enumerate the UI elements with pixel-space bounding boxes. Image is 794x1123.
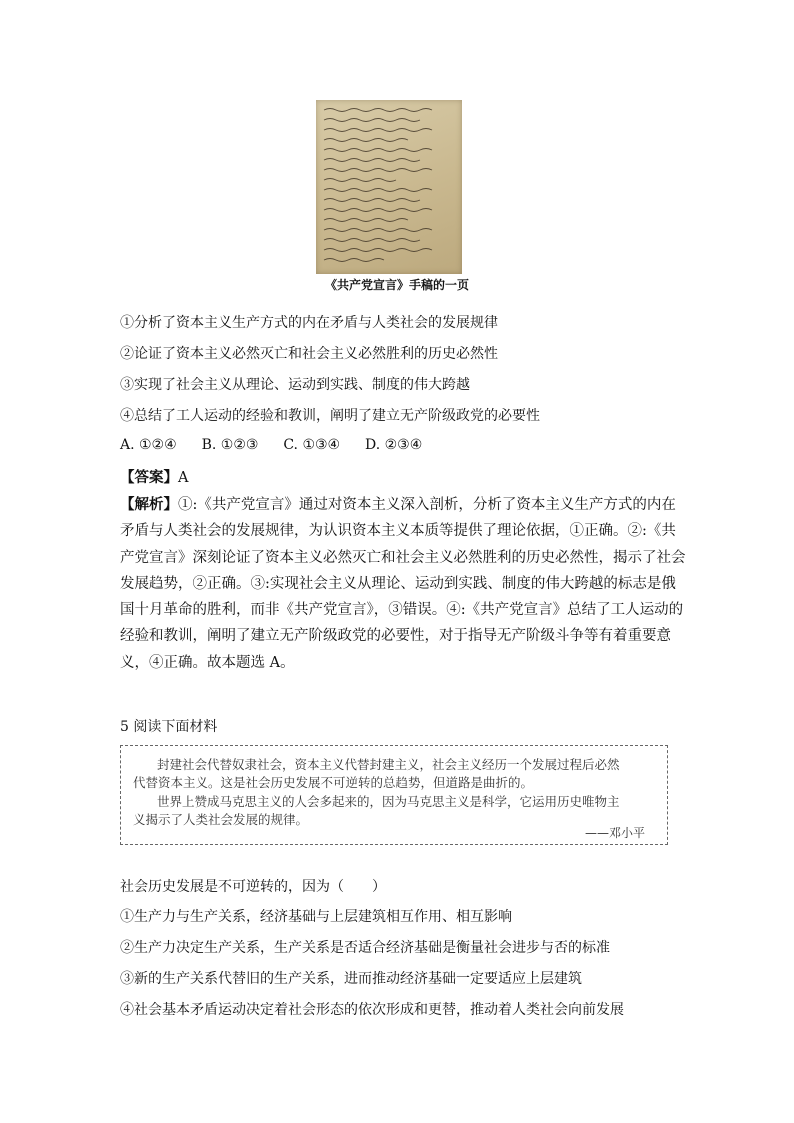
q4-option-1: ①分析了资本主义生产方式的内在矛盾与人类社会的发展规律	[120, 315, 498, 331]
q5-option-2: ②生产力决定生产关系，生产关系是否适合经济基础是衡量社会进步与否的标准	[120, 940, 610, 956]
q5-number: 5	[120, 719, 129, 735]
answer-label: 【答案】	[120, 469, 178, 486]
q4-option-4: ④总结了工人运动的经验和教训，阐明了建立无产阶级政党的必要性	[120, 408, 540, 424]
q5-option-3: ③新的生产关系代替旧的生产关系，进而推动经济基础一定要适应上层建筑	[120, 971, 582, 987]
manuscript-handwriting-drawing	[316, 100, 462, 274]
quote-line-4: 义揭示了人类社会发展的规律。	[133, 812, 309, 827]
q5-heading	[120, 716, 217, 736]
answer-value: A	[178, 470, 189, 486]
quote-line-3: 世界上赞成马克思主义的人会多起来的，因为马克思主义是科学，它运用历史唯物主	[157, 794, 620, 809]
figure-caption: 《共产党宣言》手稿的一页	[324, 278, 469, 292]
q4-option-2: ②论证了资本主义必然灭亡和社会主义必然胜利的历史必然性	[120, 346, 498, 362]
answer-line	[120, 466, 188, 487]
analysis-text: ①:《共产党宣言》通过对资本主义深入剖析，分析了资本主义生产方式的内在矛盾与人类社会的发展规律，为认识资本主义本质等提供了理论依据，①正确。②:《共产党宣言》深刻论证了资本主义必然灭亡和社会主义必然胜利的历史必然性，揭示了社会发展趋势，②正确。③:实现社会主义从理论、运动到实践、制度的伟大跨越的标志是俄国十月革命的胜利，而非《共产党宣言》，③错误。④:《共产党宣言》总结了工人运动的经验和教训，阐明了建立无产阶级政党的必要性，对于指导无产阶级斗争等有着重要意义，④正确。故本题选 A。	[120, 497, 686, 671]
q5-option-4: ④社会基本矛盾运动决定着社会形态的依次形成和更替，推动着人类社会向前发展	[120, 1002, 624, 1018]
choice-a: A. ①②④	[120, 437, 177, 453]
analysis-paragraph	[120, 492, 686, 676]
q4-choices	[120, 437, 422, 453]
q4-option-3: ③实现了社会主义从理论、运动到实践、制度的伟大跨越	[120, 377, 470, 393]
q5-stem: 社会历史发展是不可逆转的，因为（ ）	[120, 879, 386, 895]
quote-line-2: 代替资本主义。这是社会历史发展不可逆转的总趋势，但道路是曲折的。	[133, 775, 534, 790]
quote-line-1: 封建社会代替奴隶社会，资本主义代替封建主义，社会主义经历一个发展过程后必然	[157, 757, 620, 772]
choice-c: C. ①③④	[283, 437, 341, 453]
q5-intro: 阅读下面材料	[133, 719, 218, 735]
manuscript-image	[316, 100, 462, 274]
choice-d: D. ②③④	[365, 437, 423, 453]
choice-b: B. ①②③	[201, 437, 259, 453]
quote-source: ——邓小平	[584, 826, 645, 840]
analysis-label: 【解析】	[120, 496, 178, 513]
q5-option-1: ①生产力与生产关系，经济基础与上层建筑相互作用、相互影响	[120, 909, 512, 925]
quote-box	[120, 745, 668, 845]
